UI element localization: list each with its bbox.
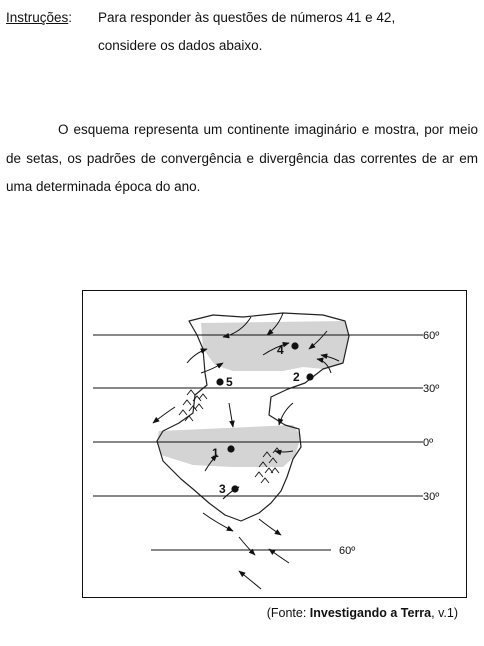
point-label-5: 5: [226, 375, 233, 389]
continent-diagram: [82, 290, 467, 598]
latitude-label-60n: 60º: [423, 330, 440, 342]
point-label-1: 1: [212, 446, 219, 460]
instructions-label: Instruções:: [6, 10, 73, 25]
point-marker-2: [306, 373, 313, 380]
point-label-4: 4: [277, 343, 284, 357]
point-marker-1: [227, 445, 234, 452]
shaded-band-north: [201, 321, 349, 371]
latitude-label-0: 0º: [423, 437, 434, 449]
question-paragraph: O esquema representa um continente imaginário e mostra, por meio de setas, os padrões de convergência e divergência das correntes de ar em uma determinada época do ano.: [6, 122, 478, 194]
instructions-line-1: Para responder às questões de números 41 e 42,: [98, 10, 396, 25]
instructions-block: [6, 4, 478, 60]
point-marker-5: [216, 378, 223, 385]
latitude-label-60s: 60º: [339, 545, 356, 557]
latitude-label-30s: 30º: [423, 491, 440, 503]
mountain-range-west: [179, 390, 207, 421]
point-label-3: 3: [219, 482, 226, 496]
shaded-band-equator: [157, 425, 301, 467]
figure-source: (Fonte: Investigando a Terra, v.1): [266, 606, 458, 620]
instructions-line-2: considere os dados abaixo.: [98, 38, 263, 53]
source-title: Investigando a Terra: [309, 606, 432, 620]
latitude-label-30n: 30º: [423, 383, 440, 395]
point-marker-4: [291, 342, 298, 349]
point-label-2: 2: [293, 370, 300, 384]
